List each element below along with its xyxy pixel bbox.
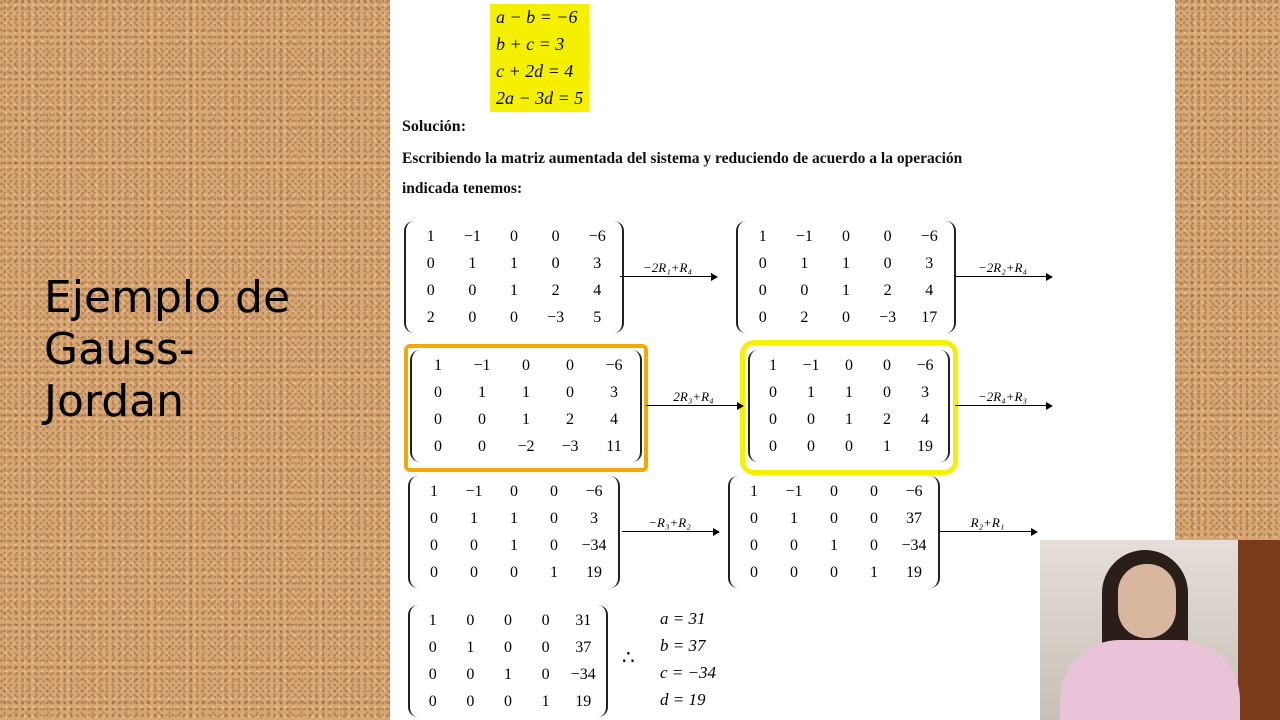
matrix-cell: 0 xyxy=(750,537,758,554)
matrix-cell: 1 xyxy=(883,438,891,455)
matrix-cell: 0 xyxy=(870,510,878,527)
matrix-cell: 1 xyxy=(750,483,758,500)
matrix-cell: 3 xyxy=(921,384,929,401)
matrix-cell: −3 xyxy=(879,309,897,326)
matrix-cell: 2 xyxy=(551,282,560,299)
matrix-cell: −1 xyxy=(785,483,803,500)
matrix-cell: 0 xyxy=(550,537,558,554)
matrix-cell: 0 xyxy=(466,693,475,710)
matrix-cell: 1 xyxy=(434,357,442,374)
matrix-cell: 0 xyxy=(870,483,878,500)
operation-3: 2R₃+R₄ xyxy=(646,389,741,406)
matrix-cell: 19 xyxy=(917,438,933,455)
description-line-2: indicada tenemos: xyxy=(402,180,523,197)
matrix-cell: −3 xyxy=(547,309,565,326)
description-line-1: Escribiendo la matriz aumentada del sistema y reduciendo de acuerdo a la operación xyxy=(402,150,963,167)
operation-4: −2R₄+R₃ xyxy=(955,389,1050,406)
matrix-cell: 0 xyxy=(845,438,853,455)
matrix-cell: 1 xyxy=(841,282,850,299)
matrix-cell: 1 xyxy=(807,384,815,401)
matrix-cell: 2 xyxy=(566,411,574,428)
matrix-cell: 0 xyxy=(758,255,767,272)
matrix-cell: 0 xyxy=(758,282,767,299)
solution-label: Solución: xyxy=(402,118,467,135)
matrix-cell: 0 xyxy=(509,309,518,326)
matrix-cell: 0 xyxy=(503,693,512,710)
augmented-matrix-4 xyxy=(748,350,950,462)
matrix-cell: 2 xyxy=(426,309,435,326)
matrix-cell: 1 xyxy=(478,384,486,401)
presenter-body xyxy=(1060,640,1240,720)
matrix-cell: 1 xyxy=(790,510,798,527)
matrix-cell: −1 xyxy=(465,483,483,500)
augmented-matrix-5 xyxy=(408,476,620,588)
door xyxy=(1238,540,1280,720)
matrix-cell: 19 xyxy=(575,693,592,710)
matrix-cell: −1 xyxy=(473,357,491,374)
matrix-cell: 37 xyxy=(906,510,922,527)
matrix-cell: 0 xyxy=(434,384,442,401)
matrix-cell: 0 xyxy=(790,537,798,554)
matrix-cell: 1 xyxy=(769,357,777,374)
operation-5: −R₃+R₂ xyxy=(622,515,717,532)
matrix-cell: 0 xyxy=(841,228,850,245)
matrix-cell: 0 xyxy=(468,282,477,299)
matrix-cell: 0 xyxy=(883,228,892,245)
matrix-cell: 0 xyxy=(430,510,438,527)
matrix-cell: 1 xyxy=(510,510,518,527)
matrix-cell: 0 xyxy=(434,411,442,428)
matrix-cell: 0 xyxy=(845,357,853,374)
matrix-cell: 0 xyxy=(870,537,878,554)
matrix-cell: 0 xyxy=(769,438,777,455)
matrix-cell: 2 xyxy=(883,411,891,428)
matrix-cell: −34 xyxy=(581,537,607,554)
matrix-cell: 0 xyxy=(841,309,850,326)
matrix-cell: −34 xyxy=(901,537,927,554)
matrix-cell: 0 xyxy=(426,282,435,299)
matrix-cell: 4 xyxy=(925,282,934,299)
matrix-cell: 1 xyxy=(470,510,478,527)
matrix-cell: 0 xyxy=(466,612,475,629)
matrix-cell: 0 xyxy=(522,357,530,374)
matrix-cell: 0 xyxy=(428,693,437,710)
matrix-cell: 0 xyxy=(790,564,798,581)
matrix-cell: 0 xyxy=(503,612,512,629)
matrix-cell: −3 xyxy=(561,438,579,455)
matrix-cell: 0 xyxy=(551,228,560,245)
matrix-cell: 0 xyxy=(510,483,518,500)
matrix-cell: 2 xyxy=(883,282,892,299)
matrix-cell: 0 xyxy=(434,438,442,455)
matrix-cell: 3 xyxy=(593,255,602,272)
matrix-cell: 0 xyxy=(830,510,838,527)
matrix-cell: 1 xyxy=(522,384,530,401)
matrix-cell: 1 xyxy=(430,483,438,500)
matrix-cell: 0 xyxy=(551,255,560,272)
matrix-cell: 0 xyxy=(883,357,891,374)
matrix-cell: 31 xyxy=(575,612,592,629)
matrix-cell: 1 xyxy=(426,228,435,245)
matrix-cell: 0 xyxy=(541,612,550,629)
matrix-cell: 0 xyxy=(883,255,892,272)
matrix-cell: −6 xyxy=(920,228,938,245)
matrix-cell: 37 xyxy=(575,639,592,656)
matrix-cell: 0 xyxy=(428,639,437,656)
matrix-cell: 0 xyxy=(758,309,767,326)
augmented-matrix-3 xyxy=(410,350,642,462)
matrix-cell: 3 xyxy=(610,384,618,401)
matrix-cell: 0 xyxy=(503,639,512,656)
matrix-cell: 1 xyxy=(509,255,518,272)
matrix-cell: 0 xyxy=(807,438,815,455)
matrix-cell: 0 xyxy=(750,564,758,581)
matrix-cell: 1 xyxy=(468,255,477,272)
matrix-cell: −1 xyxy=(463,228,481,245)
equation-system: a − b = −6 b + c = 3 c + 2d = 4 2a − 3d = 5 xyxy=(490,4,589,112)
matrix-cell: 0 xyxy=(466,666,475,683)
matrix-cell: 1 xyxy=(870,564,878,581)
matrix-cell: 1 xyxy=(845,384,853,401)
matrix-cell: 1 xyxy=(845,411,853,428)
matrix-cell: 0 xyxy=(428,666,437,683)
matrix-cell: 0 xyxy=(566,357,574,374)
matrix-cell: 1 xyxy=(830,537,838,554)
matrix-cell: 11 xyxy=(606,438,622,455)
augmented-matrix-1 xyxy=(404,221,624,333)
matrix-cell: 0 xyxy=(769,411,777,428)
augmented-matrix-2 xyxy=(736,221,956,333)
matrix-cell: 0 xyxy=(478,438,486,455)
matrix-cell: 0 xyxy=(470,537,478,554)
matrix-cell: 1 xyxy=(509,282,518,299)
augmented-matrix-final xyxy=(408,605,608,717)
matrix-cell: 5 xyxy=(593,309,602,326)
matrix-cell: 2 xyxy=(800,309,809,326)
matrix-cell: −6 xyxy=(605,357,623,374)
matrix-cell: 0 xyxy=(550,510,558,527)
solution-values: a = 31 b = 37 c = −34 d = 19 xyxy=(660,609,716,709)
operation-6: R₂+R₁ xyxy=(940,515,1035,532)
matrix-cell: 0 xyxy=(800,282,809,299)
matrix-cell: 4 xyxy=(610,411,618,428)
matrix-cell: 0 xyxy=(566,384,574,401)
matrix-cell: 0 xyxy=(550,483,558,500)
matrix-cell: 0 xyxy=(541,639,550,656)
matrix-cell: 4 xyxy=(921,411,929,428)
matrix-cell: 0 xyxy=(478,411,486,428)
matrix-cell: 0 xyxy=(510,564,518,581)
webcam-overlay xyxy=(1040,540,1280,720)
matrix-cell: 1 xyxy=(841,255,850,272)
matrix-cell: 1 xyxy=(503,666,512,683)
presenter-face xyxy=(1118,564,1176,638)
operation-1: −2R₁+R₄ xyxy=(620,260,715,277)
matrix-cell: 0 xyxy=(883,384,891,401)
matrix-cell: 0 xyxy=(750,510,758,527)
matrix-cell: 1 xyxy=(466,639,475,656)
matrix-cell: 0 xyxy=(509,228,518,245)
matrix-cell: −1 xyxy=(795,228,813,245)
matrix-cell: 0 xyxy=(468,309,477,326)
matrix-cell: 0 xyxy=(830,564,838,581)
matrix-cell: 0 xyxy=(470,564,478,581)
matrix-cell: −6 xyxy=(585,483,603,500)
matrix-cell: 1 xyxy=(800,255,809,272)
matrix-cell: −1 xyxy=(802,357,820,374)
matrix-cell: 1 xyxy=(510,537,518,554)
matrix-cell: 0 xyxy=(430,564,438,581)
matrix-cell: 0 xyxy=(426,255,435,272)
matrix-cell: 0 xyxy=(541,666,550,683)
matrix-cell: 1 xyxy=(522,411,530,428)
matrix-cell: 1 xyxy=(428,612,437,629)
matrix-cell: 3 xyxy=(925,255,934,272)
matrix-cell: 4 xyxy=(593,282,602,299)
matrix-cell: 0 xyxy=(830,483,838,500)
matrix-cell: −6 xyxy=(588,228,606,245)
matrix-cell: 1 xyxy=(758,228,767,245)
slide-title: Ejemplo de Gauss- Jordan xyxy=(44,272,291,427)
matrix-cell: 19 xyxy=(906,564,922,581)
matrix-cell: 19 xyxy=(586,564,602,581)
matrix-cell: −34 xyxy=(570,666,596,683)
matrix-cell: 3 xyxy=(590,510,598,527)
matrix-cell: 0 xyxy=(807,411,815,428)
matrix-cell: 17 xyxy=(921,309,938,326)
augmented-matrix-6 xyxy=(728,476,940,588)
therefore-symbol: ∴ xyxy=(622,647,635,669)
matrix-cell: 0 xyxy=(769,384,777,401)
matrix-cell: 0 xyxy=(430,537,438,554)
operation-2: −2R₂+R₄ xyxy=(955,260,1050,277)
matrix-cell: −6 xyxy=(916,357,934,374)
matrix-cell: 1 xyxy=(541,693,550,710)
matrix-cell: 1 xyxy=(550,564,558,581)
matrix-cell: −2 xyxy=(517,438,535,455)
matrix-cell: −6 xyxy=(905,483,923,500)
